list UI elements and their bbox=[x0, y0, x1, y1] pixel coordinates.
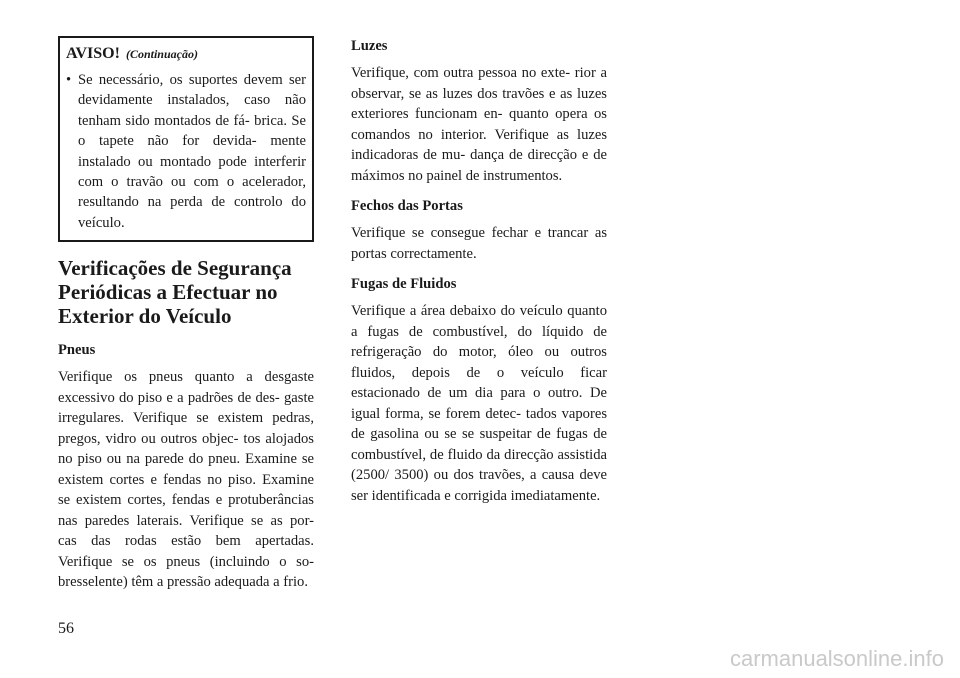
warning-box bbox=[58, 36, 314, 242]
warning-text: Se necessário, os suportes devem ser devidamente instalados, caso não tenham sido montados de fá- brica. Se o tapete não for devida- mente instalado ou montado pode interferir com o travão ou com o acelerador, resultando na perda de controlo do veículo. bbox=[78, 72, 306, 231]
door-locks-text: Verifique se consegue fechar e trancar as portas correctamente. bbox=[351, 225, 607, 262]
tires-text: Verifique os pneus quanto a desgaste excessivo do piso e a padrões de des- gaste irregulares. Verifique se existem pedras, pregos, vidro ou outros objec- tos alojados no piso ou na parede do pneu. Examine se existem cortes e fendas no piso. Examine se existem cortes, fendas e protuberâncias nas paredes laterais. Verifique se as por- cas das rodas estão bem apertadas. Verifique se os pneus (incluindo o so- bresselente) têm a pressão adequada a frio. bbox=[58, 369, 314, 591]
warning-subtitle: (Continuação) bbox=[125, 47, 198, 61]
door-locks-heading: Fechos das Portas bbox=[351, 198, 463, 214]
watermark: carmanualsonline.info bbox=[729, 646, 944, 671]
fluid-leaks-text: Verifique a área debaixo do veículo quanto a fugas de combustível, do líquido de refrigeração do motor, óleo ou outros fluidos, depois de o veículo ficar estacionado de um dia para o outro. De igual forma, se forem detec- tados vapores de gasolina ou se se suspeitar de fugas de combustível, de fluido da direcção assistida (2500/ 3500) ou dos travões, a causa deve ser identificada e corrigida imediatamente. bbox=[351, 303, 607, 504]
bullet-icon: • bbox=[66, 72, 72, 88]
left-column bbox=[58, 36, 314, 603]
page-number: 56 bbox=[58, 620, 74, 637]
fluid-leaks-heading: Fugas de Fluidos bbox=[351, 276, 457, 292]
warning-heading bbox=[66, 44, 306, 64]
warning-title: AVISO! bbox=[66, 45, 120, 62]
section-heading: Verificações de Segurança Periódicas a Efectuar no Exterior do Veículo bbox=[58, 256, 292, 329]
warning-bullet-item bbox=[66, 70, 306, 233]
right-column bbox=[351, 36, 607, 516]
lights-heading: Luzes bbox=[351, 38, 388, 54]
lights-text: Verifique, com outra pessoa no exte- rior a observar, se as luzes dos travões e as luzes exteriores funcionam en- quanto opera os comandos no interior. Verifique as luzes indicadoras de mu- dança de direcção e de máximos no painel de instrumentos. bbox=[351, 65, 607, 184]
tires-heading: Pneus bbox=[58, 342, 96, 359]
